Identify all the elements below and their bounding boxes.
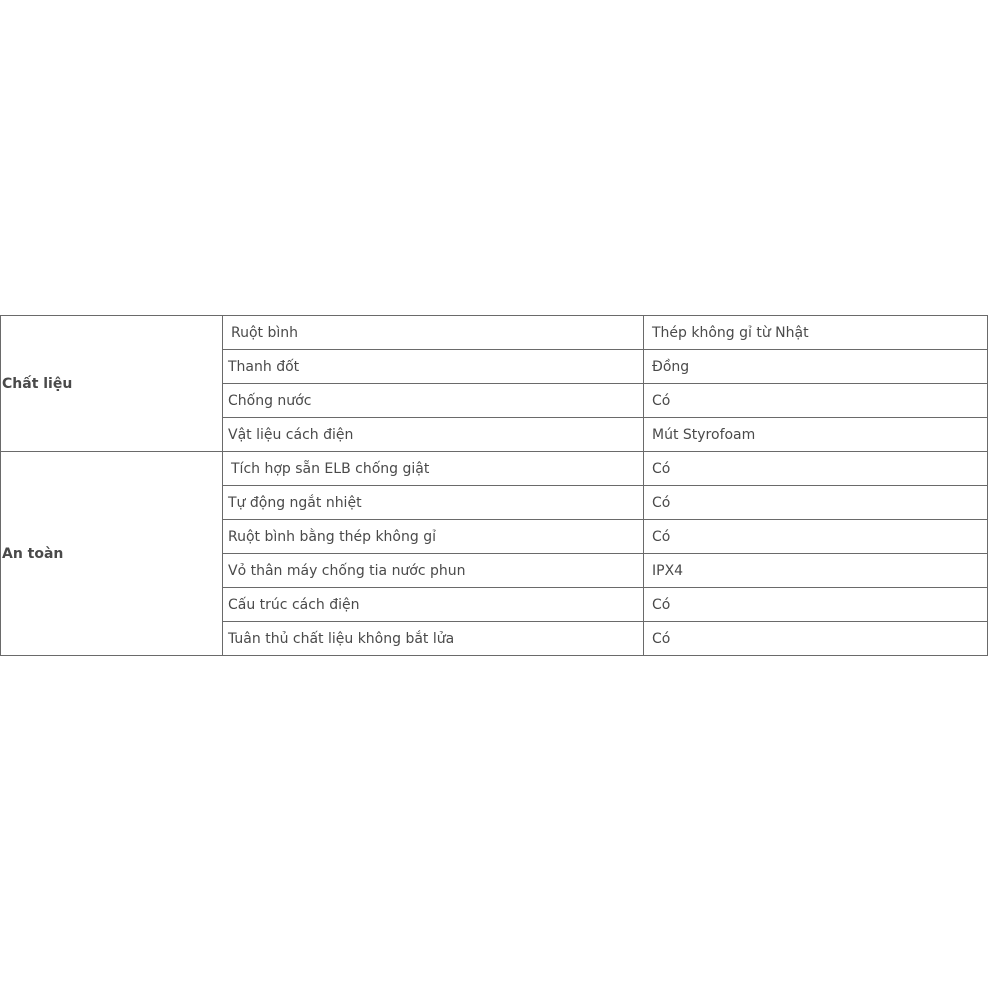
- feature-cell: Tự động ngắt nhiệt: [223, 486, 644, 520]
- value-cell: Có: [644, 622, 988, 656]
- table-row: [1, 452, 988, 486]
- feature-cell: Chống nước: [223, 384, 644, 418]
- value-cell: Có: [644, 452, 988, 486]
- group-label-safety: An toàn: [1, 452, 223, 656]
- value-cell: Thép không gỉ từ Nhật: [644, 316, 988, 350]
- feature-cell: Tích hợp sẵn ELB chống giật: [223, 452, 644, 486]
- feature-cell: Vật liệu cách điện: [223, 418, 644, 452]
- value-cell: Có: [644, 588, 988, 622]
- feature-cell: Thanh đốt: [223, 350, 644, 384]
- value-cell: Đồng: [644, 350, 988, 384]
- feature-cell: Ruột bình bằng thép không gỉ: [223, 520, 644, 554]
- value-cell: Có: [644, 520, 988, 554]
- feature-cell: Vỏ thân máy chống tia nước phun: [223, 554, 644, 588]
- value-cell: Mút Styrofoam: [644, 418, 988, 452]
- group-label-material: Chất liệu: [1, 316, 223, 452]
- value-cell: IPX4: [644, 554, 988, 588]
- feature-cell: Tuân thủ chất liệu không bắt lửa: [223, 622, 644, 656]
- table-row: [1, 316, 988, 350]
- value-cell: Có: [644, 384, 988, 418]
- value-cell: Có: [644, 486, 988, 520]
- spec-table: [0, 315, 988, 656]
- feature-cell: Ruột bình: [223, 316, 644, 350]
- feature-cell: Cấu trúc cách điện: [223, 588, 644, 622]
